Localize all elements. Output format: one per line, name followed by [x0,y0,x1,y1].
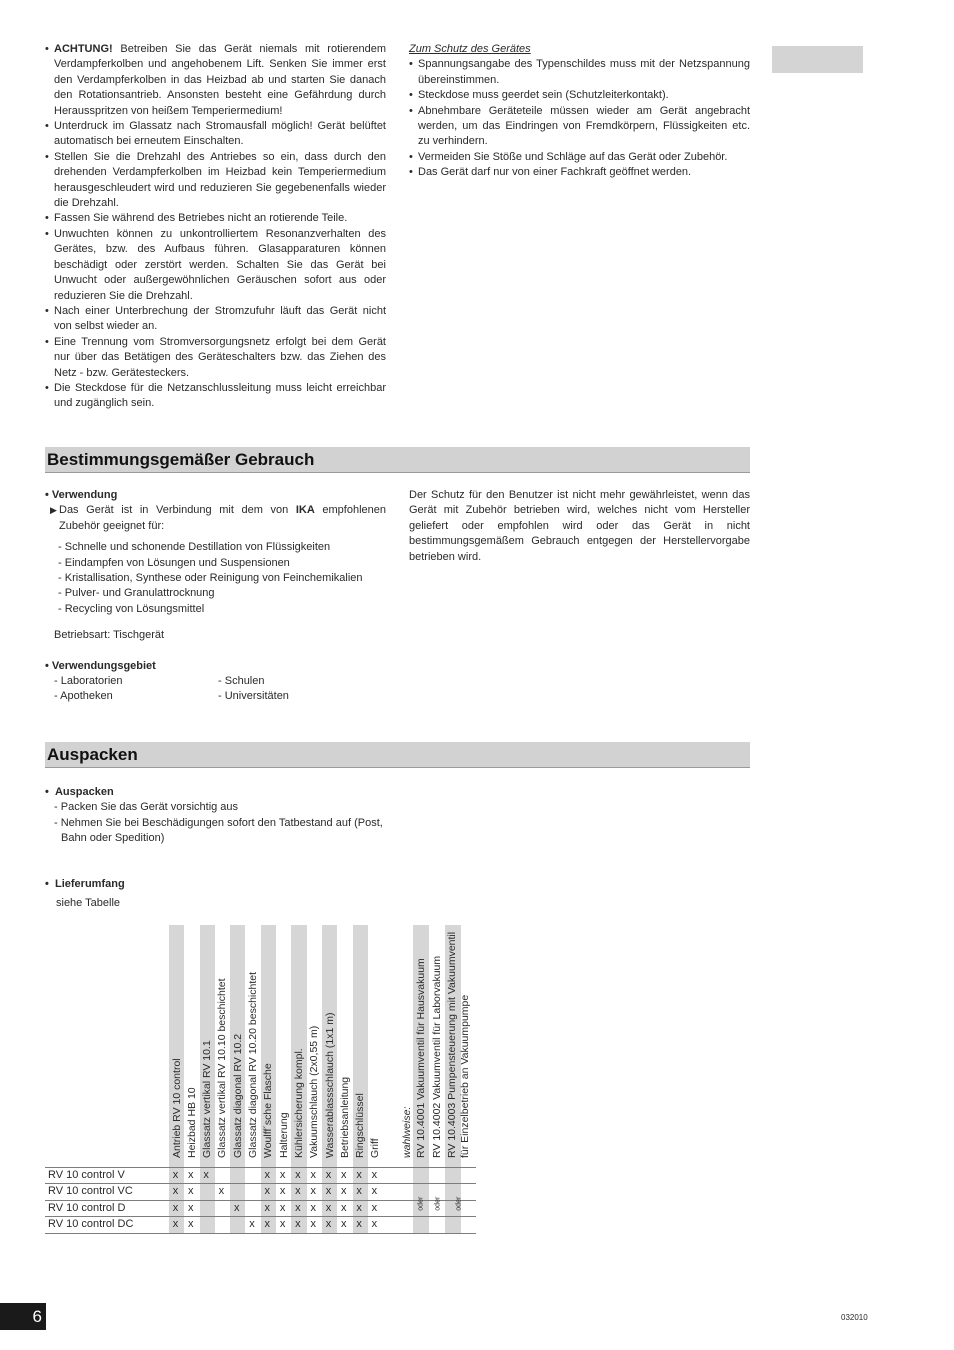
column-header: Heizbad HB 10 [185,1087,198,1158]
unpacking-list [45,800,386,846]
usage-disclaimer: Der Schutz für den Benutzer ist nicht mehr gewährleistet, wenn das Gerät mit Zubehör betrieben wird, welches nicht vom Hersteller geliefert oder empfohlen wird oder das Gerät in nicht bestimmungsgemäßem Gebrauch entgegen der Herstellervorgabe betrieben wird. [409,489,750,563]
column-header: Wasserablassschlauch (1x1 m) [323,1012,336,1158]
column-header: wahlweise: [401,1106,413,1158]
warning-text: Unwuchten können zu unkontrolliertem Resonanzverhalten des Gerätes, bzw. des Aufbaus führen. Glasapparaturen können beschädigt oder zerstört werden. Schalten Sie das Gerät bei Unwucht oder außergewöhnlichen Geräuschen sofort aus oder reduzieren Sie die Drehzahl. [54,227,386,302]
table-cell-mark: x [341,1218,347,1230]
warning-item [45,211,386,226]
area-item: - Laboratorien [54,674,123,689]
table-cell-mark: x [325,1185,332,1197]
warning-text: Unterdruck im Glassatz nach Stromausfall möglich! Gerät belüftet automatisch bei erneutem Einschalten. [54,120,386,148]
table-cell-mark: x [279,1185,286,1197]
table-cell-mark: x [371,1218,378,1230]
area-item: - Universitäten [218,689,289,704]
scope-heading [45,877,386,892]
column-header: Glassatz diagonal RV 10.20 beschichtet [247,971,259,1158]
table-cell-mark: x [279,1169,286,1181]
operating-mode: Betriebsart: Tischgerät [54,629,165,642]
table-cell-mark: x [356,1202,362,1214]
area-list-left [54,674,123,705]
area-list-right [218,674,289,705]
unpacking-heading-text: Auspacken [54,786,114,798]
area-item: - Apotheken [54,689,123,704]
warning-text: Betreiben Sie das Gerät niemals mit rotierendem Verdampferkolben und angehobenem Lift. Senken Sie immer erst den Verdampferkolben in das Heizbad ab und starten Sie danach den Rotationsantrieb. Ansonsten besteht eine Gefährdung durch Herausspritzen von heißem Temperiermedium! [54,43,386,117]
table-cell-mark: x [249,1218,255,1230]
table-cell-mark: x [325,1218,332,1230]
table-cell-mark: x [310,1169,316,1181]
verwendung-heading: • Verwendung [45,488,386,503]
table-cell-mark: x [356,1169,362,1181]
warning-keyword: ACHTUNG! [54,43,113,55]
column-header: RV 10.4001 Vakuumventil für Hausvakuum [415,958,427,1158]
brand-name: IKA [295,504,315,517]
use-item: - Eindampfen von Lösungen und Suspensionen [58,556,386,571]
document-code: 032010 [841,1313,868,1322]
use-item: - Pulver- und Granulattrocknung [58,586,386,601]
usage-intro [45,503,386,534]
warning-text: Fassen Sie während des Betriebes nicht an rotierende Teile. [54,212,348,225]
warning-text: Eine Trennung vom Stromversorgungsnetz erfolgt bei dem Gerät nur über das Betätigen des Geräteschalters bzw. das Ziehen des Netz - bzw. Gerätesteckers. [54,335,386,379]
table-cell-mark: x [264,1202,271,1214]
warning-text: Nach einer Unterbrechung der Stromzufuhr läuft das Gerät nicht von selbst wieder an. [54,304,386,333]
table-row-label: RV 10 control V [48,1169,125,1181]
oder-label: oder [417,1196,425,1211]
table-cell-mark: x [341,1185,347,1197]
use-item: - Schnelle und schonende Destillation von Flüssigkeiten [58,540,386,555]
column-header: RV 10.4002 Vakuumventil für Laborvakuum [431,955,443,1158]
warning-item [45,381,386,412]
table-cell-mark: x [264,1218,271,1230]
table-cell-mark: x [172,1218,179,1230]
use-list [45,540,386,617]
column-header: Antrieb RV 10 control [170,1058,183,1158]
section-usage-title: Bestimmungsgemäßer Gebrauch [45,447,750,473]
table-cell-mark: x [264,1169,271,1181]
scope-text: siehe Tabelle [56,897,121,910]
warning-item [45,335,386,381]
unpacking-item: - Packen Sie das Gerät vorsichtig aus [54,800,386,815]
column-header-text: RV 10.4003 Pumpensteuerung mit Vakuumventil für Einzelbetrieb an Vakuumpumpe [446,931,471,1158]
page-number: 6 [0,1303,46,1330]
protection-item: • Steckdose muss geerdet sein (Schutzleiterkontakt). [409,88,750,103]
table-cell-mark: x [203,1169,209,1181]
table-cell-mark: x [172,1202,179,1214]
protection-item: • Vermeiden Sie Stöße und Schläge auf das Gerät oder Zubehör. [409,150,750,165]
column-header: Halterung [277,1112,290,1158]
section-unpacking-title: Auspacken [45,742,750,768]
protection-item: • Spannungsangabe des Typenschildes muss mit der Netzspannung übereinstimmen. [409,57,750,88]
table-cell-mark: x [371,1185,378,1197]
protection-column [409,42,750,181]
table-cell-mark: x [172,1169,179,1181]
area-lists [45,674,386,706]
table-cell-mark: x [356,1218,362,1230]
chapter-tab [772,46,863,73]
protection-list [409,57,750,180]
warning-text: Die Steckdose für die Netzanschlussleitung muss leicht erreichbar und zugänglich sein. [54,381,386,410]
column-header: Glassatz vertikal RV 10.10 beschichtet [216,978,229,1158]
column-header: Ringschlüssel [354,1093,367,1158]
unpacking-block [45,785,386,911]
table-cell-mark: x [172,1185,179,1197]
oder-label: oder [455,1196,463,1211]
protection-item: • Abnehmbare Geräteteile müssen wieder am Gerät angebracht werden, um das Eindringen von Fremdkörpern, Flüssigkeiten etc. zu verhindern. [409,104,750,150]
table-row-label: RV 10 control DC [48,1218,134,1230]
table-cell-mark: x [341,1169,347,1181]
table-cell-mark: x [371,1202,378,1214]
table-cell-mark: x [295,1169,301,1181]
warning-item [45,42,386,119]
warning-item [45,119,386,150]
column-header: Kühlersicherung kompl. [292,1048,305,1158]
table-cell-mark: x [279,1218,286,1230]
table-cell-mark: x [325,1202,332,1214]
table-cell-mark: x [310,1185,316,1197]
table-cell-mark: x [310,1202,316,1214]
area-item: - Schulen [218,674,289,689]
table-cell-mark: x [188,1185,194,1197]
usage-left [45,488,386,706]
table-cell-mark: x [188,1202,194,1214]
triangle-icon: ▶ [50,505,57,516]
warning-item [45,304,386,335]
table-cell-mark: x [233,1202,240,1214]
column-header [446,930,472,1158]
usage-intro-pre: Das Gerät ist in Verbindung mit dem von [59,504,296,517]
table-cell-mark: x [356,1185,362,1197]
protection-title: Zum Schutz des Gerätes [409,43,531,55]
warning-item [45,150,386,212]
table-cell-mark: x [341,1202,347,1214]
use-item: - Recycling von Lösungsmittel [58,602,386,617]
table-cell-mark: x [218,1185,225,1197]
column-header: Betriebsanleitung [338,1076,351,1158]
table-row-label: RV 10 control VC [48,1185,133,1197]
area-heading: • Verwendungsgebiet [45,659,386,674]
oder-label: oder [434,1196,442,1211]
table-cell-mark: x [325,1169,332,1181]
row-divider [45,1233,476,1234]
warning-item [45,227,386,304]
scope-heading-text: Lieferumfang [54,877,125,890]
column-header: Glassatz diagonal RV 10.2 [231,1033,244,1158]
table-cell-mark: x [188,1169,194,1181]
column-header: Vakuumschlauch (2x0,55 m) [308,1025,321,1158]
column-header: Glassatz vertikal RV 10.1 [201,1040,214,1158]
table-cell-mark: x [310,1218,316,1230]
table-cell-mark: x [371,1169,378,1181]
use-item: - Kristallisation, Synthese oder Reinigung von Feinchemikalien [58,571,386,586]
table-cell-mark: x [188,1218,194,1230]
unpacking-item: - Nehmen Sie bei Beschädigungen sofort den Tatbestand auf (Post, Bahn oder Spedition) [54,816,386,847]
table-cell-mark: x [264,1185,271,1197]
unpacking-heading [45,785,386,800]
table-cell-mark: x [295,1202,301,1214]
warnings-column [45,42,386,412]
warning-list [45,42,386,412]
table-cell-mark: x [279,1202,286,1214]
table-cell-mark: x [295,1218,301,1230]
table-cell-mark: x [295,1185,301,1197]
protection-item: • Das Gerät darf nur von einer Fachkraft geöffnet werden. [409,165,750,180]
table-row-label: RV 10 control D [48,1202,126,1214]
warning-text: Stellen Sie die Drehzahl des Antriebes so ein, dass durch den drehenden Verdampferkolben im Heizbad kein Temperiermedium herausgeschleudert wird und reduzieren Sie gegebenenfalls wieder die Drehzahl. [54,150,386,210]
usage-intro-post: empfohlenen Zubehör geeignet für: [59,504,386,532]
column-header: Griff [369,1138,382,1158]
column-header: Woulff´sche Flasche [262,1063,275,1158]
